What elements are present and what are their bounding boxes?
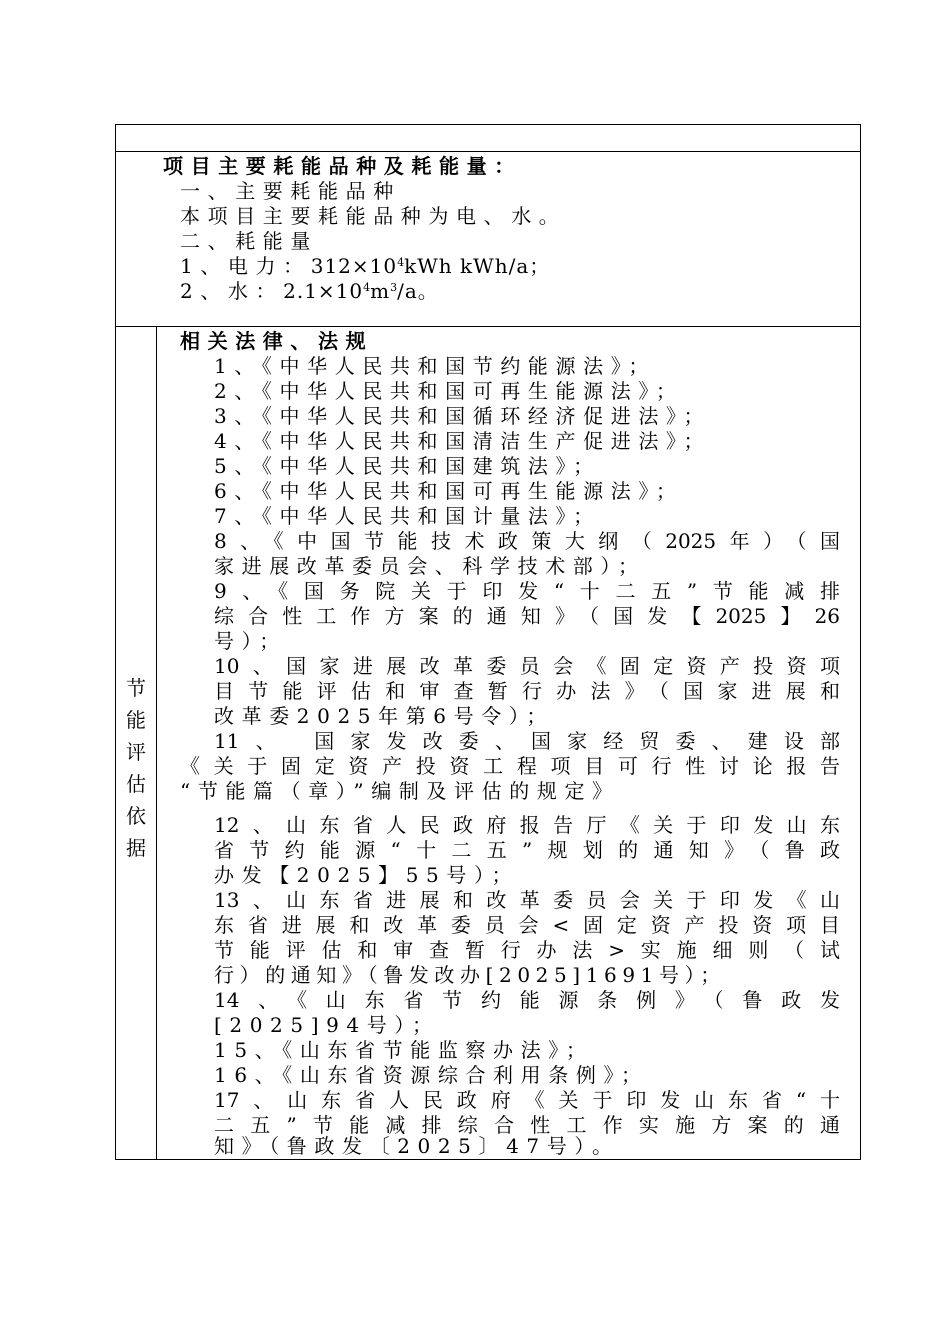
- water-unit: m: [370, 279, 391, 303]
- law-line: 改革委2025年第6号令）；: [214, 704, 555, 728]
- law-line: 省节约能源“十二五”规划的通知》（鲁政: [214, 838, 840, 862]
- law-line: 16、《山东省资源综合利用条例》；: [214, 1063, 649, 1087]
- law-line: 二五”节能减排综合性工作实施方案的通: [214, 1113, 840, 1137]
- electricity-exponent: 4: [397, 256, 405, 269]
- law-line: 10、国家进展改革委员会《固定资产投资项: [214, 654, 840, 678]
- law-line: 办发【2025】55号）；: [214, 863, 520, 887]
- laws-heading: 相关法律、法规: [180, 329, 374, 353]
- law-line: 9、《国务院关于印发“十二五”节能减排: [214, 579, 840, 603]
- electricity-line: [180, 254, 550, 279]
- electricity-value: 312×10: [310, 254, 398, 278]
- law-line: 7、《中华人民共和国计量法》；: [214, 504, 601, 528]
- water-value: 2.1×10: [283, 279, 364, 303]
- law-line: 11、 国家发改委、国家经贸委、建设部: [214, 729, 840, 753]
- side-label-energy-basis: [116, 672, 156, 864]
- law-line: “节能篇（章）”编制及评估的规定》: [180, 779, 620, 803]
- water-unit-tail: /a。: [397, 279, 439, 303]
- law-line: 综合性工作方案的通知》（国发【2025】26: [214, 604, 840, 628]
- law-line: 6、《中华人民共和国可再生能源法》；: [214, 479, 684, 503]
- law-line: 东省进展和改革委员会<固定资产投资项目: [214, 913, 840, 937]
- side-char: 评: [126, 740, 146, 764]
- table-divider-middle: [115, 326, 861, 327]
- law-line: 3、《中华人民共和国循环经济促进法》；: [214, 404, 712, 428]
- law-line: 1、《中华人民共和国节约能源法》；: [214, 354, 656, 378]
- side-column-divider: [156, 326, 157, 1160]
- law-line: 《关于固定资产投资工程项目可行性讨论报告: [180, 754, 840, 778]
- law-line: 12、山东省人民政府报告厅《关于印发山东: [214, 813, 840, 837]
- law-line: 5、《中华人民共和国建筑法》；: [214, 454, 601, 478]
- table-divider-top: [115, 151, 861, 152]
- law-line: 知》（鲁政发〔2025〕47号）。: [214, 1134, 620, 1158]
- law-line: 行）的通知》（鲁发改办[2025]1691号）；: [214, 963, 726, 987]
- side-char: 节: [126, 676, 146, 700]
- side-char: 能: [126, 708, 146, 732]
- law-line: 15、《山东省节能监察办法》；: [214, 1038, 594, 1062]
- law-line: 节能评估和审查暂行办法>实施细则（试: [214, 938, 840, 962]
- law-line: 目节能评估和审查暂行办法》（国家进展和: [214, 679, 840, 703]
- water-unit-exponent: 3: [390, 281, 398, 294]
- law-line: 17、山东省人民政府《关于印发山东省“十: [214, 1088, 840, 1112]
- energy-section-heading: 项目主要耗能品种及耗能量：: [163, 154, 522, 178]
- water-label: 2、水：: [180, 279, 284, 303]
- side-char: 估: [126, 772, 146, 796]
- law-line: 8、《中国节能技术政策大纲（2025年）（国: [214, 529, 840, 553]
- side-char: 据: [126, 836, 146, 860]
- law-line: [2025]94号）；: [214, 1013, 440, 1037]
- law-line: 家进展改革委员会、科学技术部）；: [214, 554, 646, 578]
- law-line: 2、《中华人民共和国可再生能源法》；: [214, 379, 684, 403]
- electricity-label: 1、电力：: [180, 254, 311, 278]
- law-line: 14、《山东省节约能源条例》（鲁政发: [214, 988, 840, 1012]
- water-line: [180, 279, 439, 304]
- law-line: 13、山东省进展和改革委员会关于印发《山: [214, 888, 840, 912]
- water-exponent: 4: [363, 281, 371, 294]
- energy-types-subheading: 一、主要耗能品种: [180, 179, 401, 203]
- energy-types-text: 本项目主要耗能品种为电、水。: [180, 204, 567, 228]
- side-char: 依: [126, 804, 146, 828]
- law-line: 号）；: [214, 629, 287, 653]
- electricity-unit: kWh kWh/a；: [404, 254, 551, 278]
- energy-amount-subheading: 二、耗能量: [180, 229, 318, 253]
- law-line: 4、《中华人民共和国清洁生产促进法》；: [214, 429, 712, 453]
